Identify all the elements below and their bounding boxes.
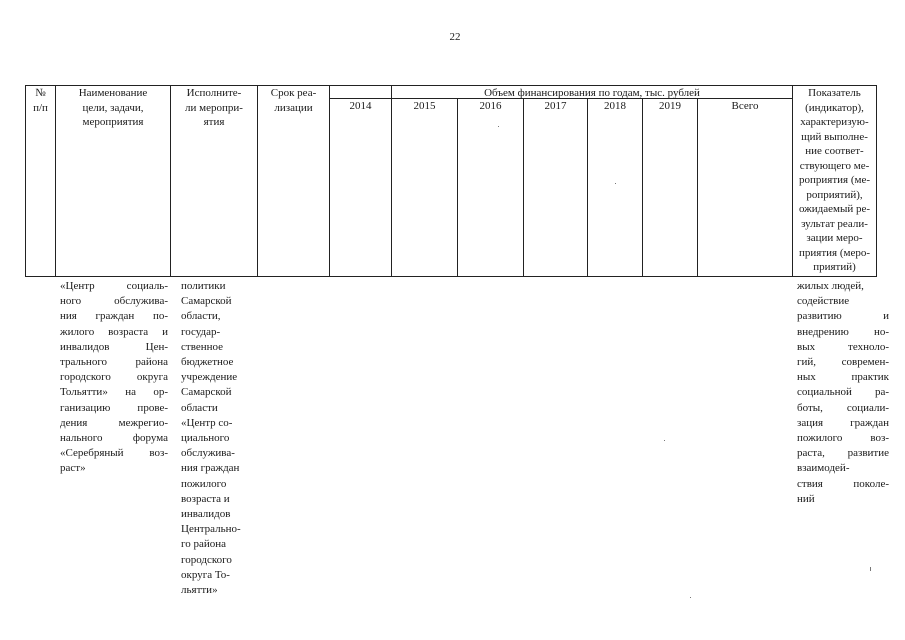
header-year-2019: 2019 [659, 100, 681, 112]
header-num: № п/п [33, 87, 48, 114]
header-year-2017: 2017 [544, 100, 567, 112]
col-border-2016 [523, 98, 524, 277]
col-border-2019 [697, 98, 698, 277]
body-executor-cell: политики Самарской области, государ- ственное бюджетное учреждение Самарской области «Центр со- циального обслужива- ния граждан пожилого возраста и инвалидов Центрально- го района городского округа То- льятти» [181, 280, 241, 597]
header-year-2014: 2014 [349, 100, 372, 112]
scan-speck [615, 183, 616, 184]
col-border-term [329, 85, 330, 277]
col-border-2017 [587, 98, 588, 277]
header-executor: Исполните- ли меропри- ятия [185, 87, 243, 128]
scan-speck [498, 126, 499, 127]
col-border-2015 [457, 98, 458, 277]
header-indicator: Показатель (индикатор), характеризую- щий выполне- ние соответ- ствующего ме- роприятия (ме- роприятий), ожидаемый ре- зультат реали- зации меро- приятия (меро- приятий) [798, 87, 871, 273]
header-bottom-border [25, 276, 877, 277]
col-border-right [876, 85, 877, 277]
header-term: Срок реа- лизации [270, 87, 317, 114]
page-number: 22 [449, 31, 461, 43]
header-year-2018: 2018 [604, 100, 626, 112]
scan-speck [664, 440, 665, 441]
scan-speck [690, 597, 691, 598]
header-year-2015: 2015 [413, 100, 436, 112]
header-funding: Объем финансирования по годам, тыс. рублей [484, 87, 700, 99]
header-total: Всего [731, 100, 759, 112]
header-name: Наименование цели, задачи, мероприятия [78, 87, 148, 128]
body-indicator-cell: жилых людей, содействие развитию и внедрению но- вых техноло- гий, современ- ных практик социальной ра- боты, социали- зация граждан пожилого воз- раста, развитие взаимодей- ствия поколе- ний [797, 280, 889, 505]
scan-speck [870, 567, 871, 571]
col-border-2014 [391, 85, 392, 277]
body-name-cell: «Центр социаль- ного обслужива- ния граждан по- жилого возраста и инвалидов Цен- трального района городского округа Тольятти» на ор- ганизацию прове- дения межрегио- нального форума «Серебряный воз- раст» [60, 280, 168, 475]
header-year-2016: 2016 [479, 100, 502, 112]
col-border-2018 [642, 98, 643, 277]
